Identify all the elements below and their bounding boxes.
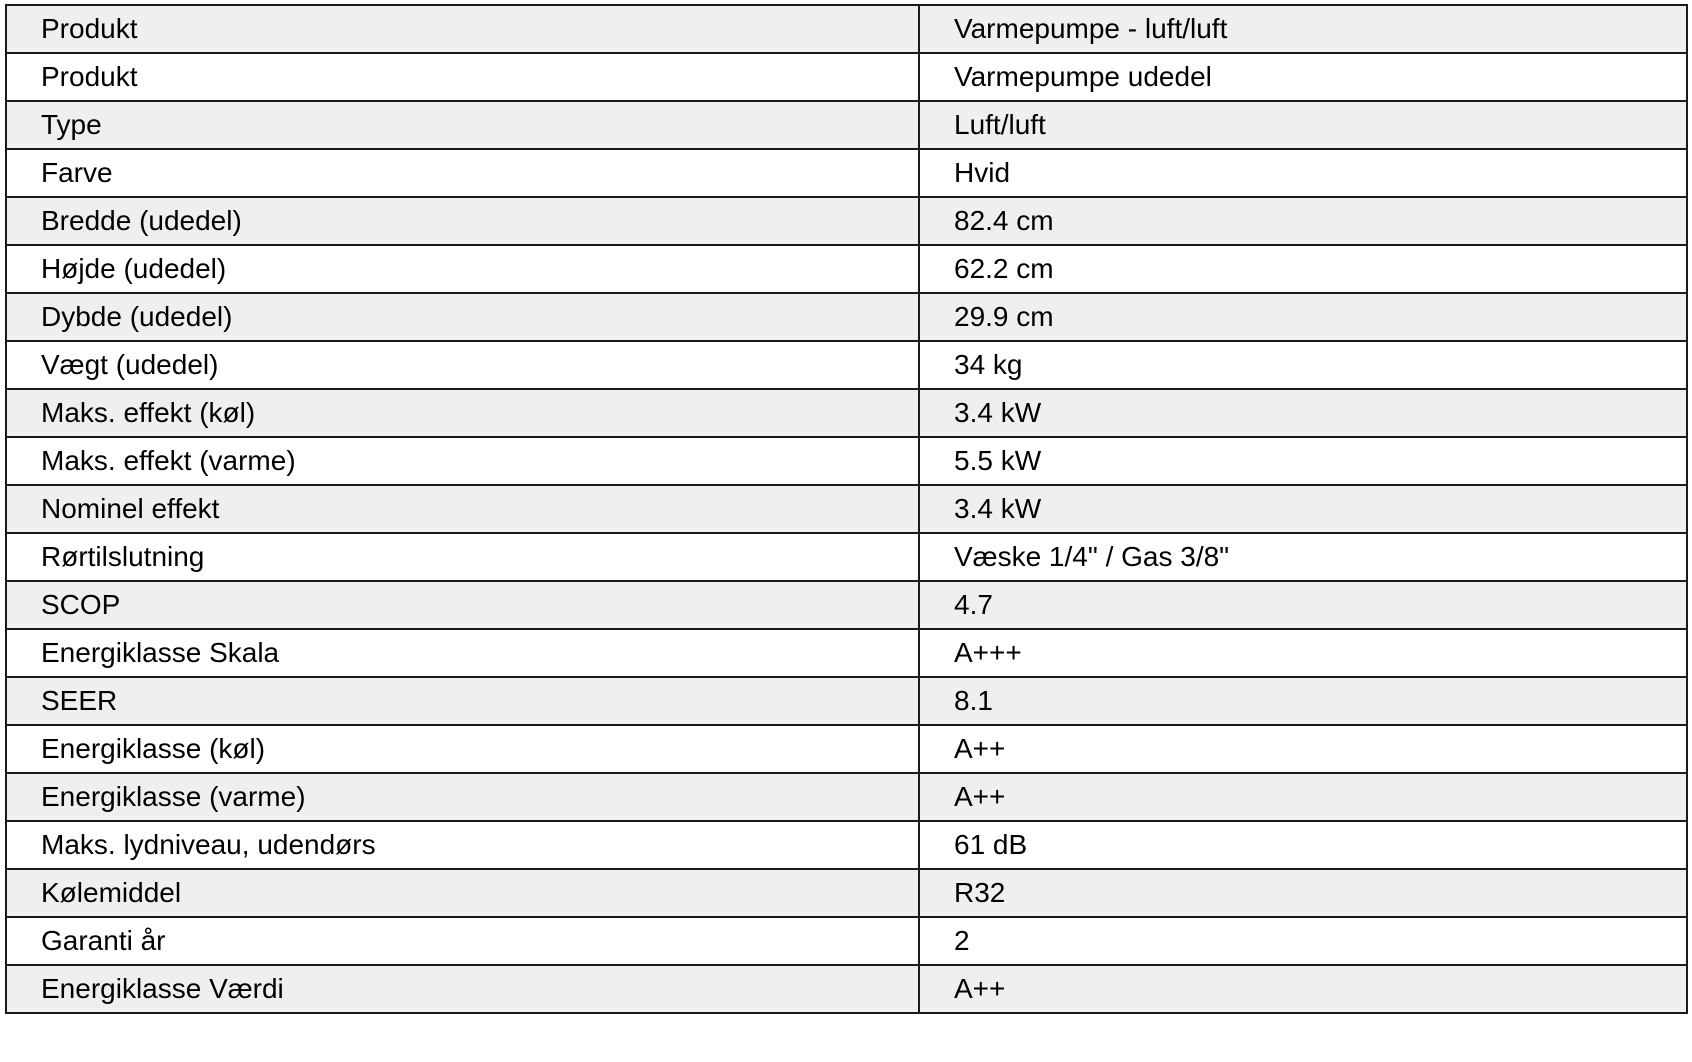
- table-row: [6, 629, 1687, 677]
- table-row: [6, 533, 1687, 581]
- table-row: [6, 965, 1687, 1013]
- row-label: Nominel effekt: [6, 485, 919, 533]
- row-label: Bredde (udedel): [6, 197, 919, 245]
- table-row: [6, 53, 1687, 101]
- table-row: [6, 869, 1687, 917]
- row-label: Energiklasse (køl): [6, 725, 919, 773]
- table-row: [6, 773, 1687, 821]
- row-value: 8.1: [919, 677, 1687, 725]
- row-value: 61 dB: [919, 821, 1687, 869]
- table-row: [6, 821, 1687, 869]
- row-label: Højde (udedel): [6, 245, 919, 293]
- row-value: 3.4 kW: [919, 389, 1687, 437]
- row-label: Energiklasse Skala: [6, 629, 919, 677]
- table-row: [6, 245, 1687, 293]
- row-value: Væske 1/4" / Gas 3/8": [919, 533, 1687, 581]
- row-value: A++: [919, 965, 1687, 1013]
- row-label: Energiklasse (varme): [6, 773, 919, 821]
- row-value: Varmepumpe - luft/luft: [919, 5, 1687, 53]
- row-value: R32: [919, 869, 1687, 917]
- spec-table: [5, 4, 1688, 1014]
- row-label: Produkt: [6, 53, 919, 101]
- row-label: Maks. effekt (køl): [6, 389, 919, 437]
- row-label: Type: [6, 101, 919, 149]
- row-value: 2: [919, 917, 1687, 965]
- table-row: [6, 581, 1687, 629]
- row-label: Garanti år: [6, 917, 919, 965]
- table-row: [6, 437, 1687, 485]
- row-value: 4.7: [919, 581, 1687, 629]
- row-label: Rørtilslutning: [6, 533, 919, 581]
- row-value: A++: [919, 725, 1687, 773]
- table-row: [6, 293, 1687, 341]
- row-value: Hvid: [919, 149, 1687, 197]
- table-row: [6, 149, 1687, 197]
- row-label: Kølemiddel: [6, 869, 919, 917]
- table-row: [6, 5, 1687, 53]
- row-label: SCOP: [6, 581, 919, 629]
- row-label: SEER: [6, 677, 919, 725]
- table-row: [6, 341, 1687, 389]
- row-label: Produkt: [6, 5, 919, 53]
- table-row: [6, 485, 1687, 533]
- row-label: Vægt (udedel): [6, 341, 919, 389]
- row-label: Maks. lydniveau, udendørs: [6, 821, 919, 869]
- row-label: Dybde (udedel): [6, 293, 919, 341]
- row-value: A++: [919, 773, 1687, 821]
- row-label: Farve: [6, 149, 919, 197]
- table-row: [6, 101, 1687, 149]
- row-value: 29.9 cm: [919, 293, 1687, 341]
- row-label: Energiklasse Værdi: [6, 965, 919, 1013]
- table-row: [6, 389, 1687, 437]
- row-value: Luft/luft: [919, 101, 1687, 149]
- row-value: 3.4 kW: [919, 485, 1687, 533]
- row-value: 34 kg: [919, 341, 1687, 389]
- row-value: 62.2 cm: [919, 245, 1687, 293]
- table-row: [6, 725, 1687, 773]
- table-row: [6, 917, 1687, 965]
- table-row: [6, 677, 1687, 725]
- row-value: 5.5 kW: [919, 437, 1687, 485]
- row-value: Varmepumpe udedel: [919, 53, 1687, 101]
- row-value: 82.4 cm: [919, 197, 1687, 245]
- row-value: A+++: [919, 629, 1687, 677]
- row-label: Maks. effekt (varme): [6, 437, 919, 485]
- table-row: [6, 197, 1687, 245]
